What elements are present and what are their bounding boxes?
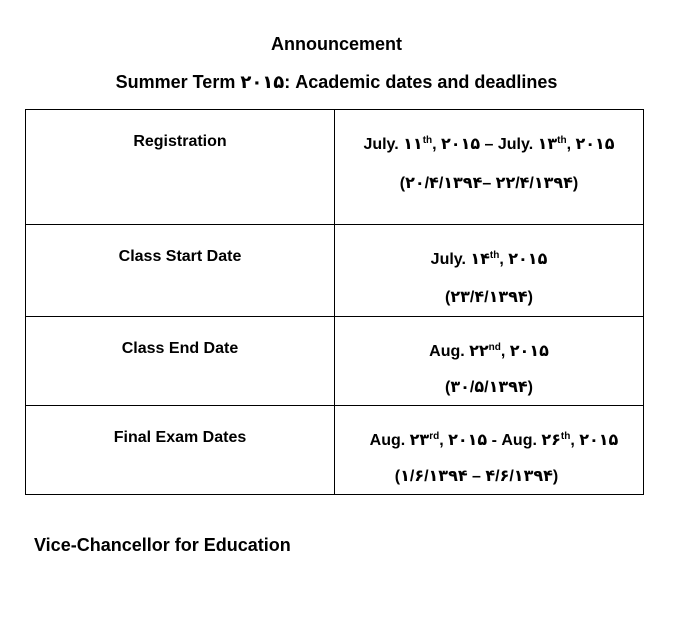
announcement-subtitle: Summer Term ۲۰۱۵: Academic dates and deadlines	[115, 72, 558, 92]
registration-gregorian-dates	[335, 110, 643, 154]
signature-line: Vice-Chancellor for Education	[34, 535, 291, 555]
date-text: , ۲۰۱۵	[499, 251, 548, 268]
date-text: , ۲۰۱۵	[566, 136, 615, 153]
row-label-registration: Registration	[133, 133, 227, 150]
row-label-final-exam: Final Exam Dates	[113, 429, 247, 446]
table-cell-value	[335, 225, 644, 317]
date-text: Aug. ۲۲	[429, 343, 489, 360]
ordinal-suffix: th	[557, 135, 567, 146]
final-exam-gregorian-dates	[335, 406, 643, 450]
table-cell-value	[335, 110, 644, 225]
date-text: July. ۱۴	[430, 251, 490, 268]
ordinal-suffix: nd	[488, 342, 501, 353]
class-end-persian-date: (۳۰/۵/۱۳۹۴)	[445, 379, 533, 396]
table-cell-label	[26, 317, 335, 406]
table-cell-label	[26, 110, 335, 225]
date-text: , ۲۰۱۵	[570, 432, 619, 449]
class-end-gregorian-date	[335, 317, 643, 361]
ordinal-suffix: th	[489, 250, 500, 261]
table-cell-value	[335, 317, 644, 406]
table-cell-label	[26, 225, 335, 317]
row-label-class-end: Class End Date	[121, 340, 239, 357]
table-row-class-start	[26, 225, 644, 317]
date-text: , ۲۰۱۵ – July. ۱۳	[432, 136, 558, 153]
row-label-class-start: Class Start Date	[118, 248, 242, 265]
final-exam-persian-dates: (۱/۶/۱۳۹۴ – ۴/۶/۱۳۹۴)	[394, 468, 559, 485]
announcement-heading: Announcement	[270, 34, 402, 54]
date-text: , ۲۰۱۵ - Aug. ۲۶	[439, 432, 561, 449]
date-text: , ۲۰۱۵	[500, 343, 549, 360]
date-text: July. ۱۱	[363, 136, 423, 153]
class-start-persian-date: (۲۳/۴/۱۳۹۴)	[445, 289, 533, 306]
table-cell-label	[26, 406, 335, 495]
table-row-final-exam	[26, 406, 644, 495]
registration-persian-dates: (۲۰/۴/۱۳۹۴– ۲۲/۴/۱۳۹۴)	[399, 175, 579, 192]
ordinal-suffix: th	[422, 135, 433, 146]
ordinal-suffix: rd	[429, 431, 440, 442]
ordinal-suffix: th	[560, 431, 571, 442]
academic-dates-table	[25, 109, 644, 495]
table-cell-value	[335, 406, 644, 495]
table-row-registration	[26, 110, 644, 225]
table-row-class-end	[26, 317, 644, 406]
date-text: Aug. ۲۳	[369, 432, 430, 449]
class-start-gregorian-date	[335, 225, 643, 269]
